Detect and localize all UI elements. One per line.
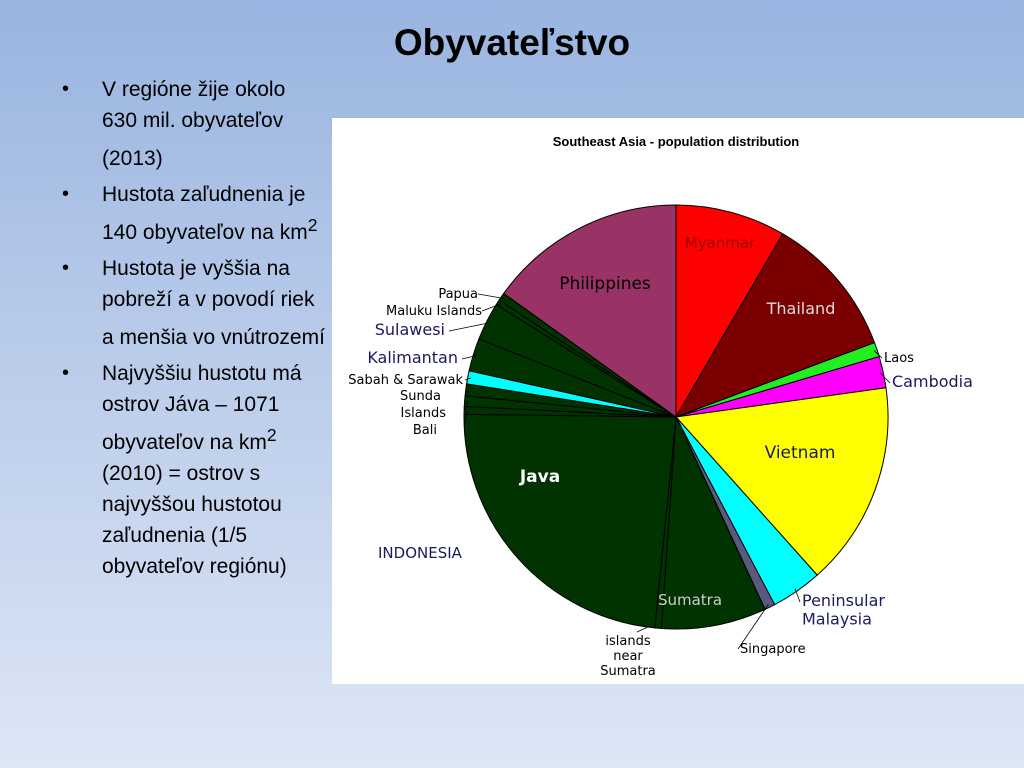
pie-slices: [464, 205, 888, 629]
slice-label: Sabah & Sarawak: [348, 373, 463, 388]
slice-label: Papua: [438, 287, 478, 302]
bullet-dot-icon: •: [62, 362, 70, 384]
slice-label: Singapore: [740, 642, 806, 657]
slide-title: Obyvateľstvo: [393, 22, 631, 63]
slice-label: Sumatra: [657, 591, 723, 609]
slice-label: Bali: [412, 423, 437, 438]
group-label: INDONESIA: [378, 544, 462, 562]
slice-label: Kalimantan: [367, 348, 458, 367]
bullet-text: Hustota zaľudnenia je 140 obyvateľov na km: [102, 183, 308, 244]
slice-label: Sulawesi: [374, 320, 445, 339]
slice-label: Thailand: [766, 299, 836, 318]
slice-label: Islands: [400, 406, 446, 421]
slice-label: Laos: [884, 351, 914, 366]
slice-label: Cambodia: [892, 372, 973, 391]
pie-slice-java: [464, 414, 676, 628]
bullet-text-continued: (2010) = ostrov s najvyššou hustotou zaľudnenia (1/5 obyvateľov regiónu): [102, 462, 287, 578]
bullet-text: V regióne žije okolo 630 mil. obyvateľov (2013): [102, 78, 286, 170]
bullet-item: [56, 179, 326, 248]
bullet-superscript: 2: [266, 425, 277, 445]
bullet-text: Hustota je vyššia na pobreží a v povodí riek a menšia vo vnútrozemí: [102, 257, 325, 349]
slice-label: Peninsular Malaysia: [802, 591, 885, 629]
slice-label: Maluku Islands: [386, 304, 482, 319]
bullet-item: [56, 358, 326, 582]
leader-line: [478, 294, 504, 299]
bullet-item: [56, 74, 326, 174]
bullet-dot-icon: •: [62, 257, 70, 279]
bullet-item: [56, 253, 326, 353]
slice-label: Vietnam: [764, 443, 836, 463]
slice-label: Java: [519, 467, 561, 487]
pie-chart: [332, 118, 1024, 684]
bullet-text: Najvyššiu hustotu má ostrov Jáva – 1071 obyvateľov na km: [102, 362, 302, 454]
slice-label: Myanmar: [684, 234, 756, 252]
slice-label: Sunda: [400, 389, 441, 404]
slice-label: Philippines: [559, 274, 651, 294]
chart-title: Southeast Asia - population distribution: [552, 134, 800, 149]
bullet-dot-icon: •: [62, 183, 70, 205]
bullet-dot-icon: •: [62, 78, 70, 100]
chart-panel: [332, 118, 1024, 684]
group-label: islands near Sumatra: [600, 634, 656, 679]
bullet-list: [56, 74, 326, 587]
bullet-superscript: 2: [307, 215, 318, 235]
